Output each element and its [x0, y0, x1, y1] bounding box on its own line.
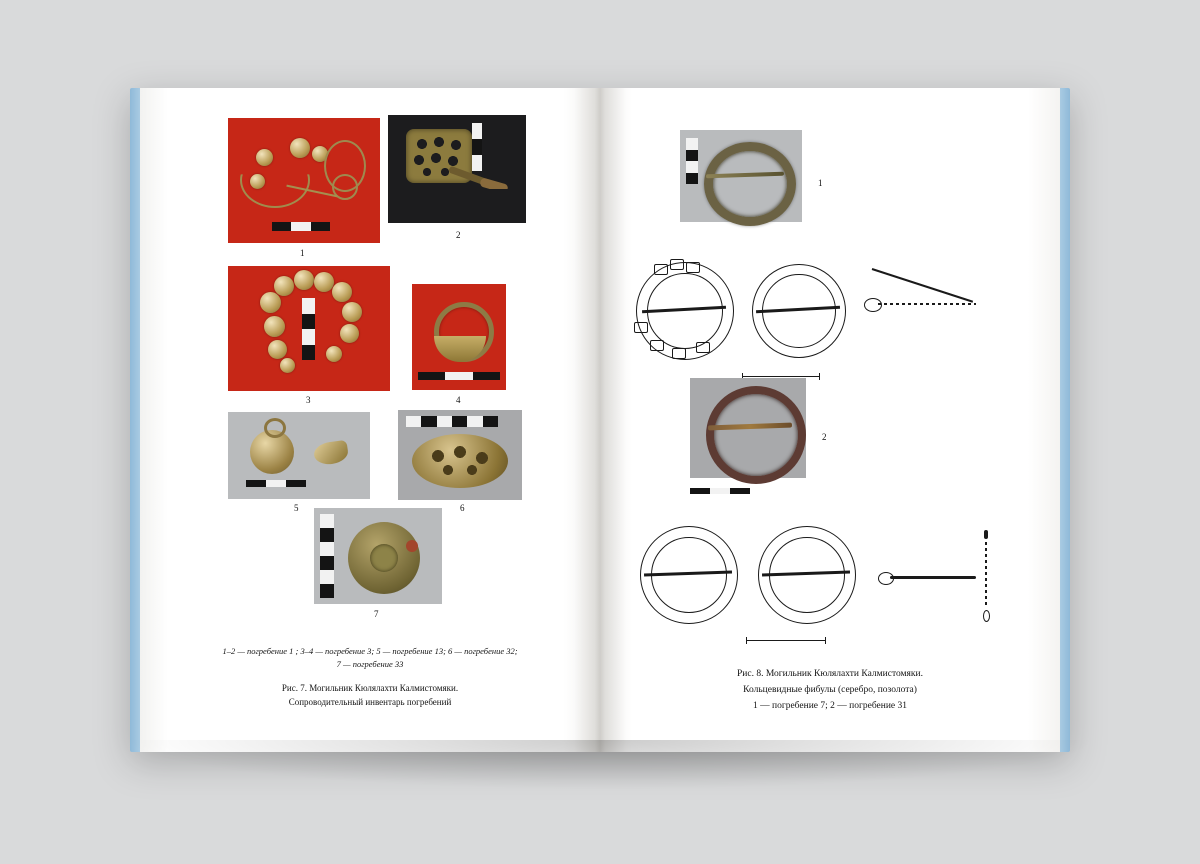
pin-shaft [878, 303, 976, 305]
plate-5 [228, 412, 370, 499]
inscription-glyph [696, 342, 710, 353]
left-caption-italic-line-2: 7 — погребение 33 [336, 659, 404, 669]
bead [256, 149, 273, 166]
figure-number: 3 [306, 395, 311, 405]
scale-measure [746, 640, 826, 641]
right-caption-line-1: Рис. 8. Могильник Кюлялахти Калмистомяки. [736, 669, 923, 679]
pin-section [983, 610, 990, 622]
bead [290, 138, 310, 158]
plate-4 [412, 284, 506, 390]
brooch-rivet [406, 540, 418, 552]
figure-number: 2 [822, 432, 827, 442]
plate-6 [398, 410, 522, 500]
figure-number: 7 [374, 609, 379, 619]
figure-number: 1 [818, 178, 823, 188]
brooch-center [370, 544, 398, 572]
bead [342, 302, 362, 322]
bead [264, 316, 285, 337]
right-caption-line-2: Кольцевидные фибулы (серебро, позолота) [743, 685, 917, 695]
book-spread [130, 88, 1070, 752]
pin-shaft [890, 576, 976, 579]
scale-bar [418, 372, 500, 380]
scale-measure [742, 376, 820, 377]
figure-number: 5 [294, 503, 299, 513]
book-cover-left-edge [130, 88, 140, 752]
bead [314, 272, 334, 292]
scale-bar [272, 222, 330, 231]
photo-background [388, 189, 526, 223]
bead [268, 340, 287, 359]
plate-right-2-drawing [626, 518, 1026, 658]
left-caption-italic-line-1: 1–2 — погребение 1 ; 3–4 — погребение 3; 5 — погребение 13; 6 — погребение 32; [222, 646, 518, 656]
plate-7 [314, 508, 442, 604]
figure-number: 1 [300, 248, 305, 258]
bead [260, 292, 281, 313]
pin-detail [872, 268, 973, 303]
scale-bar [472, 123, 482, 171]
figure-number: 6 [460, 503, 465, 513]
scale-bar [320, 514, 334, 598]
pin-loop [864, 298, 882, 312]
plate-1 [228, 118, 380, 243]
wire-loop [240, 152, 310, 208]
bead [294, 270, 314, 290]
scale-bar [686, 138, 698, 184]
left-caption-line-1: Рис. 7. Могильник Кюлялахти Калмистомяки. [281, 683, 459, 693]
bead [274, 276, 294, 296]
figure-number: 2 [456, 230, 461, 240]
inscription-glyph [672, 348, 686, 359]
inscription-glyph [634, 322, 648, 333]
left-caption-line-2: Сопроводительный инвентарь погребений [288, 697, 452, 707]
scale-bar [406, 416, 498, 427]
annular-brooch [706, 386, 806, 484]
plate-right-1-drawing [626, 256, 1026, 386]
bead [340, 324, 359, 343]
bead [326, 346, 342, 362]
inscription-glyph [650, 340, 664, 351]
bead [280, 358, 295, 373]
pin-section [985, 542, 987, 608]
left-page [140, 88, 600, 752]
inscription-glyph [654, 264, 668, 275]
pin-section [984, 530, 988, 539]
figure-number: 4 [456, 395, 461, 405]
scale-bar [302, 298, 315, 360]
right-page [600, 88, 1060, 752]
scale-bar [690, 488, 750, 494]
openwork-pattern [424, 444, 496, 480]
plate-right-2-photo [690, 378, 806, 478]
pendant [313, 440, 350, 467]
annular-brooch [704, 142, 796, 226]
right-caption-line-3: 1 — погребение 7; 2 — погребение 31 [752, 701, 908, 711]
inscription-glyph [670, 259, 684, 270]
book-cover-right-edge [1060, 88, 1070, 752]
bell-loop [264, 418, 286, 438]
plate-right-1-photo [680, 130, 802, 222]
plate-2 [388, 115, 526, 223]
plate-3 [228, 266, 390, 391]
scale-bar [246, 480, 306, 487]
inscription-glyph [686, 262, 700, 273]
bead [332, 282, 352, 302]
